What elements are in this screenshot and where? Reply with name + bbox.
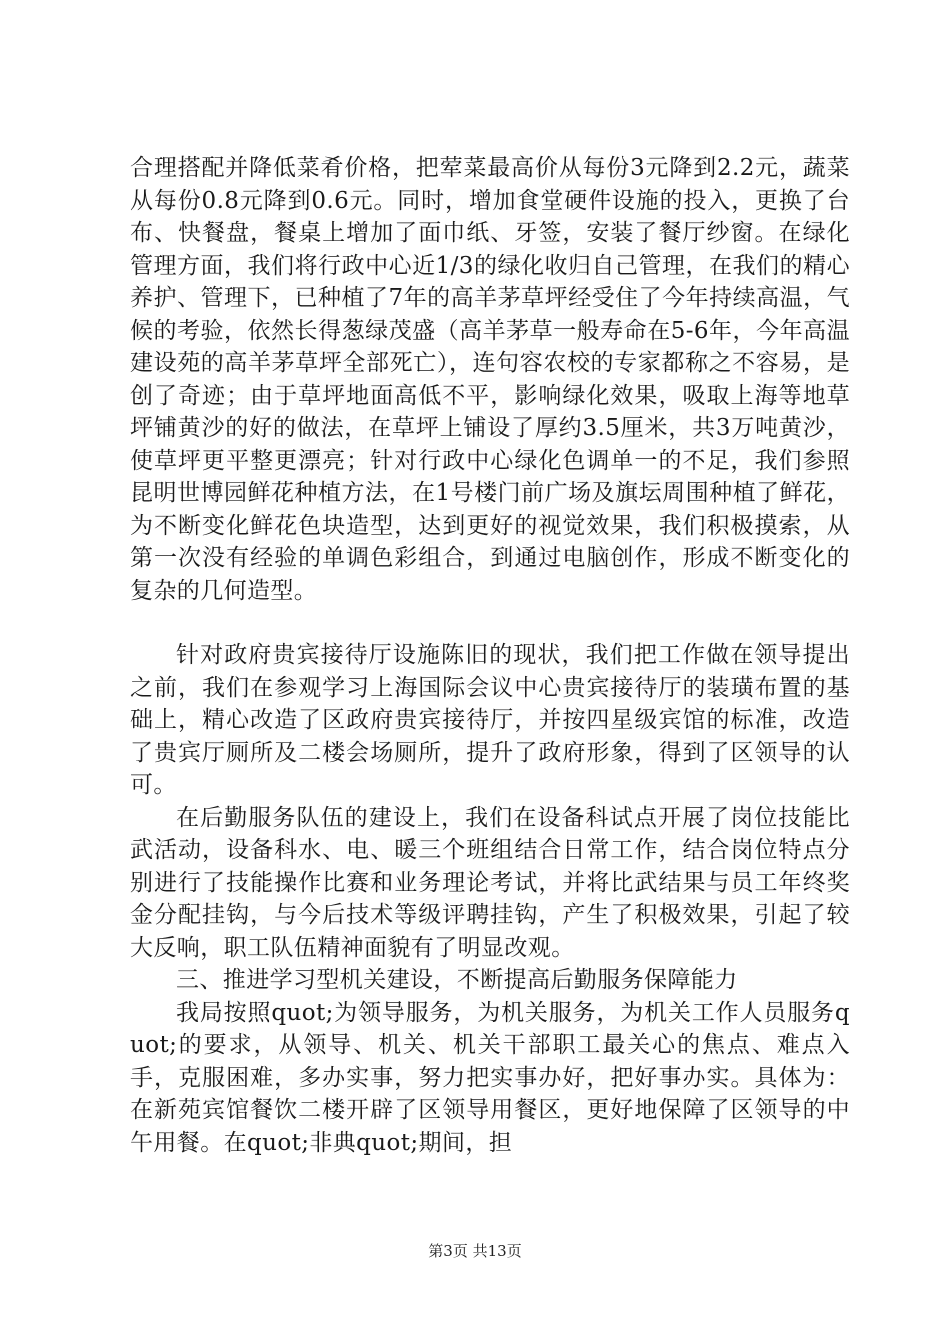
paragraph-staff-skills: 在后勤服务队伍的建设上，我们在设备科试点开展了岗位技能比武活动，设备科水、电、暖三个班组结合日常工作，结合岗位特点分别进行了技能操作比赛和业务理论考试，并将比武结果与员工年终奖金分配挂钩，与今后技术等级评聘挂钩，产生了积极效果，引起了较大反响，职工队伍精神面貌有了明显改观。	[130, 804, 850, 961]
paragraph-greening-management: 合理搭配并降低菜肴价格，把荤菜最高价从每份3元降到2.2元，蔬菜从每份0.8元降到0.6元。同时，增加食堂硬件设施的投入，更换了台布、快餐盘，餐桌上增加了面巾纸、牙签，安装了餐厅纱窗。在绿化管理方面，我们将行政中心近1/3的绿化收归自己管理，在我们的精心养护、管理下，已种植了7年的高羊茅草坪经受住了今年持续高温，气候的考验，依然长得葱绿茂盛（高羊茅草一般寿命在5-6年，今年高温建设苑的高羊茅草坪全部死亡），连句容农校的专家都称之不容易，是创了奇迹；由于草坪地面高低不平，影响绿化效果，吸取上海等地草坪铺黄沙的好的做法，在草坪上铺设了厚约3.5厘米，共3万吨黄沙，使草坪更平整更漂亮；针对行政中心绿化色调单一的不足，我们参照昆明世博园鲜花种植方法，在1号楼门前广场及旗坛周围种植了鲜花，为不断变化鲜花色块造型，达到更好的视觉效果，我们积极摸索，从第一次没有经验的单调色彩组合，到通过电脑创作，形成不断变化的复杂的几何造型。	[130, 155, 850, 604]
paragraph-reception-hall: 针对政府贵宾接待厅设施陈旧的现状，我们把工作做在领导提出之前，我们在参观学习上海国际会议中心贵宾接待厅的装璜布置的基础上，精心改造了区政府贵宾接待厅，并按四星级宾馆的标准，改造了贵宾厅厕所及二楼会场厕所，提升了政府形象，得到了区领导的认可。	[130, 642, 850, 798]
paragraph-service-work: 我局按照quot;为领导服务，为机关服务，为机关工作人员服务quot;的要求，从领导、机关、机关干部职工最关心的焦点、难点入手，克服困难，多办实事，努力把实事办好，把好事办实。具体为：在新苑宾馆餐饮二楼开辟了区领导用餐区，更好地保障了区领导的中午用餐。在quot;非典quot;期间，担	[130, 999, 850, 1156]
document-body	[130, 152, 850, 1159]
section-heading: 三、推进学习型机关建设，不断提高后勤服务保障能力	[176, 967, 738, 993]
page-number-footer: 第3页 共13页	[428, 1242, 522, 1260]
